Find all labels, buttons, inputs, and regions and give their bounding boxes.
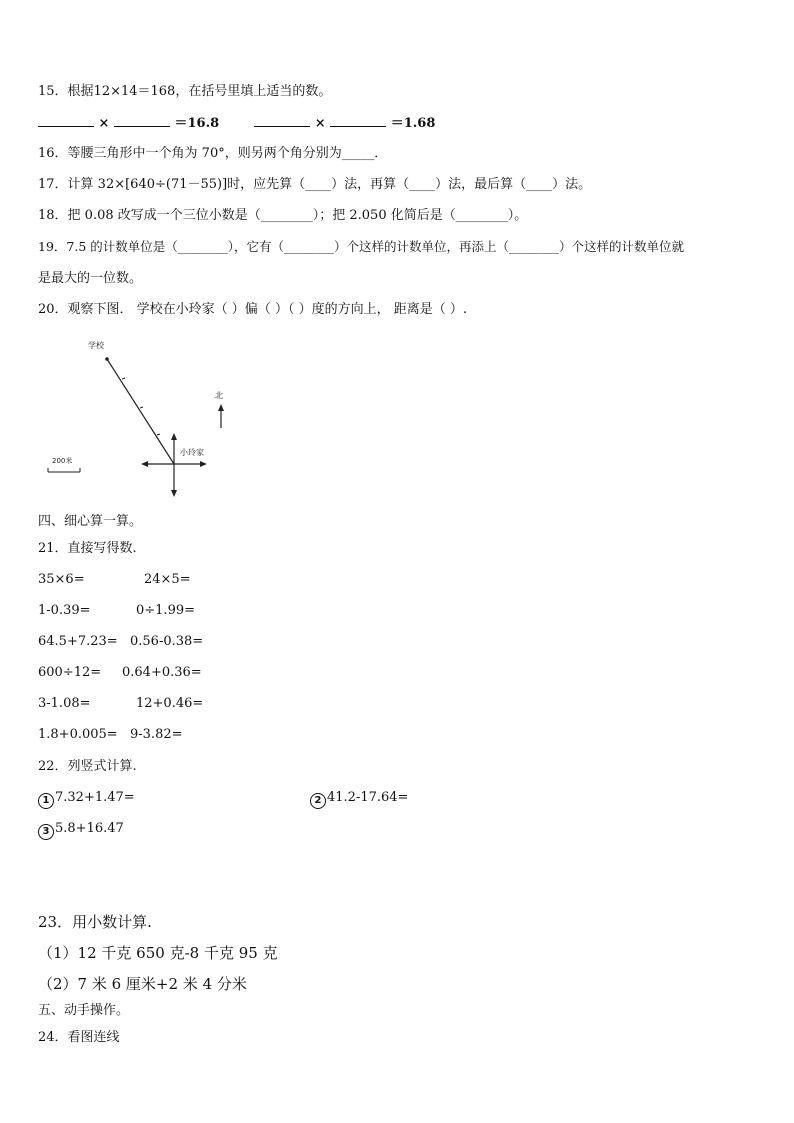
school-point bbox=[105, 357, 109, 361]
q15-stem: 15．根据12×14＝168，在括号里填上适当的数。 bbox=[38, 84, 332, 99]
answer-blank[interactable] bbox=[254, 114, 310, 127]
home-label: 小玲家 bbox=[180, 448, 204, 457]
answer-blank[interactable] bbox=[114, 114, 170, 127]
q19-line2: 是最大的一位数。 bbox=[38, 271, 143, 286]
arrow-up-icon bbox=[171, 433, 177, 440]
q23-title: 23．用小数计算. bbox=[38, 913, 152, 931]
q20-text: 20．观察下图． 学校在小玲家（ ）偏（ ）（ ）度的方向上， 距离是（ ）. bbox=[38, 302, 467, 317]
q15-expressions bbox=[38, 114, 435, 133]
q19-line1: 19．7.5 的计数单位是（________），它有（________）个这样的计数单位，再添上（________）个这样的计数单位就 bbox=[38, 239, 685, 254]
direction-figure bbox=[40, 332, 240, 502]
circled-number: 2 bbox=[310, 793, 326, 809]
calc-left: 35×6= bbox=[38, 572, 85, 587]
calc-left: 64.5+7.23= bbox=[38, 634, 118, 649]
north-arrow-icon bbox=[218, 404, 224, 411]
answer-blank[interactable] bbox=[38, 114, 94, 127]
q18-text: 18．把 0.08 改写成一个三位小数是（________）；把 2.050 化简后是（________）。 bbox=[38, 208, 528, 223]
q22-expr: 5.8+16.47 bbox=[55, 821, 124, 836]
tick-mark bbox=[140, 407, 143, 408]
answer-blank[interactable] bbox=[330, 114, 386, 127]
result-text: ＝1.68 bbox=[390, 116, 436, 131]
arrow-right-icon bbox=[200, 461, 207, 467]
q16-text: 16．等腰三角形中一个角为 70°，则另两个角分别为_____． bbox=[38, 146, 388, 161]
q22-title: 22．列竖式计算. bbox=[38, 759, 137, 774]
q22-item bbox=[38, 820, 124, 840]
section4-title: 四、细心算一算。 bbox=[38, 514, 143, 529]
q21-title: 21．直接写得数. bbox=[38, 541, 137, 556]
q23-item-2: （2）7 米 6 厘米+2 米 4 分米 bbox=[38, 975, 247, 993]
calc-left: 1-0.39= bbox=[38, 603, 91, 618]
tick-mark bbox=[157, 434, 160, 435]
scale-label: 200米 bbox=[52, 457, 73, 465]
result-text: ＝16.8 bbox=[174, 116, 220, 131]
north-label: 北 bbox=[215, 391, 223, 400]
school-label: 学校 bbox=[88, 341, 104, 350]
q23-item-1: （1）12 千克 650 克-8 千克 95 克 bbox=[38, 944, 278, 962]
calc-right: 9-3.82= bbox=[130, 727, 183, 742]
section5-title: 五、动手操作。 bbox=[38, 1003, 130, 1018]
q22-item bbox=[310, 789, 408, 809]
calc-left: 600÷12= bbox=[38, 665, 102, 680]
circled-number: 1 bbox=[38, 793, 54, 809]
direction-diagram bbox=[40, 332, 240, 502]
times-sign: × bbox=[98, 116, 110, 131]
q22-item bbox=[38, 789, 135, 809]
tick-mark bbox=[122, 378, 125, 379]
calc-left: 1.8+0.005= bbox=[38, 727, 118, 742]
arrow-left-icon bbox=[141, 461, 148, 467]
calc-right: 12+0.46= bbox=[136, 696, 204, 711]
circled-number: 3 bbox=[38, 824, 54, 840]
q24-title: 24．看图连线 bbox=[38, 1030, 120, 1045]
calc-right: 0÷1.99= bbox=[136, 603, 196, 618]
q17-text: 17．计算 32×[640÷(71－55)]时，应先算（____）法，再算（____）法，最后算（____）法。 bbox=[38, 177, 592, 192]
times-sign: × bbox=[314, 116, 326, 131]
school-route-line bbox=[107, 359, 174, 464]
arrow-down-icon bbox=[171, 490, 177, 497]
q22-expr: 7.32+1.47= bbox=[55, 790, 135, 805]
calc-right: 24×5= bbox=[144, 572, 191, 587]
calc-right: 0.56-0.38= bbox=[130, 634, 204, 649]
q22-expr: 41.2-17.64= bbox=[327, 790, 409, 805]
calc-right: 0.64+0.36= bbox=[122, 665, 202, 680]
calc-left: 3-1.08= bbox=[38, 696, 91, 711]
